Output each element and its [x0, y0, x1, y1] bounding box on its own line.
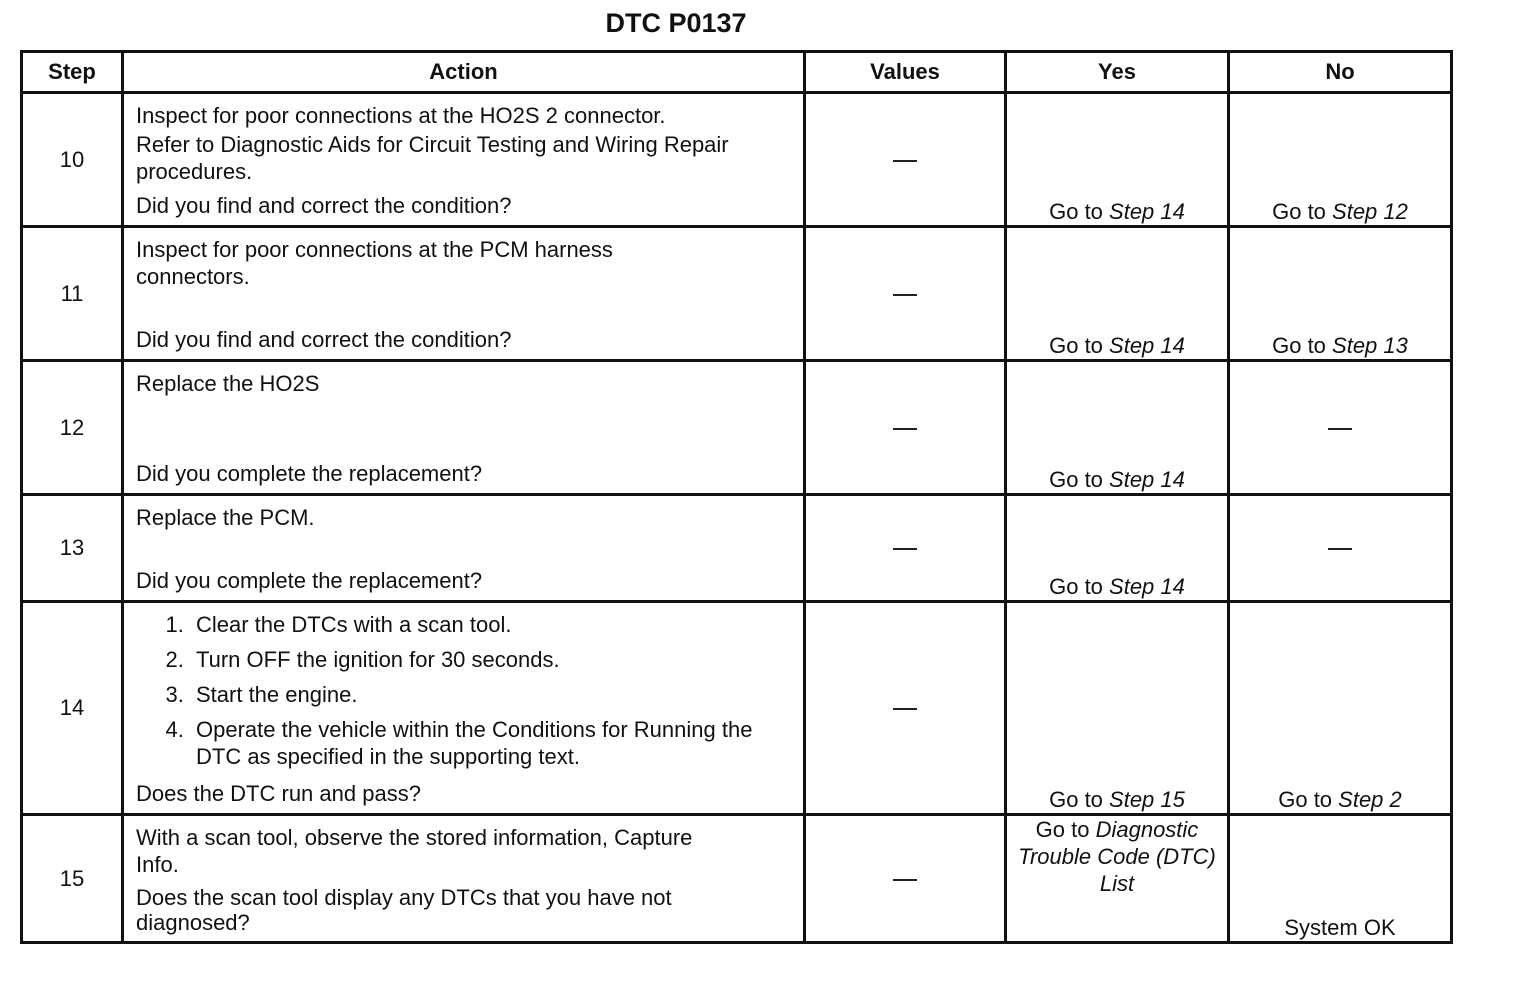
- action-question: Did you complete the replacement?: [136, 568, 483, 593]
- no-cell: [1229, 93, 1452, 227]
- action-question: Did you find and correct the condition?: [136, 327, 512, 352]
- action-question: Did you find and correct the condition?: [136, 193, 512, 218]
- action-question: Does the DTC run and pass?: [136, 781, 421, 806]
- table-row: [22, 361, 1452, 495]
- values-cell: [805, 361, 1006, 495]
- action-text: Inspect for poor connections at the PCM harness connectors.: [136, 237, 613, 289]
- list-item: 2. Turn OFF the ignition for 30 seconds.: [190, 646, 789, 673]
- yes-cell: [1006, 815, 1229, 943]
- values-cell: [805, 602, 1006, 815]
- action-cell: [123, 815, 805, 943]
- action-text: Replace the HO2S: [136, 371, 320, 396]
- table-row: [22, 815, 1452, 943]
- yes-prefix: Go to: [1049, 574, 1110, 599]
- dash-mark: [893, 294, 917, 296]
- yes-prefix: Go to: [1049, 467, 1110, 492]
- no-cell: [1229, 227, 1452, 361]
- dash-mark: [893, 160, 917, 162]
- yes-prefix: Go to: [1049, 787, 1110, 812]
- no-link[interactable]: Step 12: [1332, 199, 1408, 224]
- table-row: [22, 495, 1452, 602]
- values-cell: [805, 815, 1006, 943]
- yes-link[interactable]: Step 15: [1109, 787, 1185, 812]
- step-number: 10: [22, 93, 123, 227]
- dash-mark: [893, 428, 917, 430]
- dash-mark: [893, 708, 917, 710]
- yes-prefix: Go to: [1035, 817, 1096, 842]
- yes-prefix: Go to: [1049, 199, 1110, 224]
- action-text: Refer to Diagnostic Aids for Circuit Testing and Wiring Repair procedures.: [136, 132, 729, 184]
- action-cell: [123, 361, 805, 495]
- yes-cell: [1006, 361, 1229, 495]
- action-text: Inspect for poor connections at the HO2S 2 connector.: [136, 103, 666, 128]
- yes-link[interactable]: Step 14: [1109, 333, 1185, 358]
- dash-mark: [893, 879, 917, 881]
- yes-cell: [1006, 227, 1229, 361]
- header-row: [22, 52, 1452, 93]
- action-question: Does the scan tool display any DTCs that you have not diagnosed?: [136, 885, 672, 935]
- no-cell: [1229, 815, 1452, 943]
- yes-cell: [1006, 93, 1229, 227]
- step-number: 12: [22, 361, 123, 495]
- yes-cell: [1006, 602, 1229, 815]
- header-action: Action: [123, 52, 805, 93]
- yes-link[interactable]: Step 14: [1109, 467, 1185, 492]
- action-steps-list: [136, 611, 789, 770]
- dash-mark: [893, 548, 917, 550]
- action-cell: [123, 495, 805, 602]
- yes-link[interactable]: Diagnostic Trouble Code (DTC) List: [1018, 817, 1216, 896]
- values-cell: [805, 495, 1006, 602]
- yes-link[interactable]: Step 14: [1109, 574, 1185, 599]
- list-item: 3. Start the engine.: [190, 681, 789, 708]
- no-result: System OK: [1284, 915, 1396, 940]
- no-prefix: Go to: [1272, 333, 1333, 358]
- step-number: 11: [22, 227, 123, 361]
- yes-link[interactable]: Step 14: [1109, 199, 1185, 224]
- header-values: Values: [805, 52, 1006, 93]
- table-row: [22, 602, 1452, 815]
- header-step: Step: [22, 52, 123, 93]
- action-text: With a scan tool, observe the stored information, Capture Info.: [136, 825, 693, 877]
- dash-mark: [1328, 428, 1352, 430]
- action-cell: [123, 602, 805, 815]
- values-cell: [805, 227, 1006, 361]
- list-item: 1. Clear the DTCs with a scan tool.: [190, 611, 789, 638]
- step-number: 13: [22, 495, 123, 602]
- no-cell: [1229, 602, 1452, 815]
- dash-mark: [1328, 548, 1352, 550]
- no-link[interactable]: Step 13: [1332, 333, 1408, 358]
- step-number: 15: [22, 815, 123, 943]
- yes-prefix: Go to: [1049, 333, 1110, 358]
- header-no: No: [1229, 52, 1452, 93]
- no-prefix: Go to: [1278, 787, 1339, 812]
- list-item: 4. Operate the vehicle within the Conditions for Running the DTC as specified in the supporting text.: [190, 716, 789, 770]
- action-cell: [123, 93, 805, 227]
- table-row: [22, 227, 1452, 361]
- diagnostic-table: [20, 50, 1453, 944]
- page-title: DTC P0137: [605, 8, 747, 38]
- action-question: Did you complete the replacement?: [136, 461, 483, 486]
- no-link[interactable]: Step 2: [1338, 787, 1402, 812]
- no-cell: [1229, 361, 1452, 495]
- no-prefix: Go to: [1272, 199, 1333, 224]
- action-text: Replace the PCM.: [136, 505, 315, 530]
- no-cell: [1229, 495, 1452, 602]
- step-number: 14: [22, 602, 123, 815]
- header-yes: Yes: [1006, 52, 1229, 93]
- action-cell: [123, 227, 805, 361]
- values-cell: [805, 93, 1006, 227]
- yes-cell: [1006, 495, 1229, 602]
- table-row: [22, 93, 1452, 227]
